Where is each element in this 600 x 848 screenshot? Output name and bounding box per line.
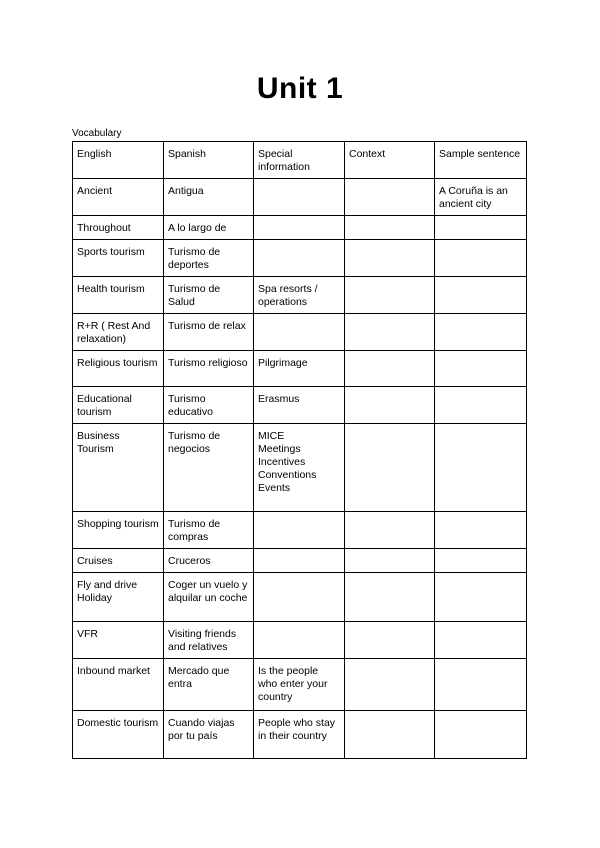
spanish-cell: Coger un vuelo y alquilar un coche bbox=[164, 573, 254, 622]
special-information-cell bbox=[254, 549, 345, 573]
english-cell: Domestic tourism bbox=[73, 711, 164, 759]
sample-sentence-cell bbox=[435, 240, 527, 277]
english-cell: Inbound market bbox=[73, 659, 164, 711]
english-cell: Fly and drive Holiday bbox=[73, 573, 164, 622]
sample-sentence-cell bbox=[435, 711, 527, 759]
special-information-cell: MICE Meetings Incentives Conventions Events bbox=[254, 424, 345, 512]
english-cell: Business Tourism bbox=[73, 424, 164, 512]
table-row bbox=[73, 512, 527, 549]
special-information-cell: Spa resorts / operations bbox=[254, 277, 345, 314]
vocabulary-table bbox=[72, 141, 527, 759]
spanish-cell: Turismo de deportes bbox=[164, 240, 254, 277]
context-cell bbox=[345, 240, 435, 277]
spanish-cell: Turismo de compras bbox=[164, 512, 254, 549]
sample-sentence-cell bbox=[435, 277, 527, 314]
spanish-cell: Antigua bbox=[164, 179, 254, 216]
english-cell: VFR bbox=[73, 622, 164, 659]
table-row bbox=[73, 387, 527, 424]
context-cell bbox=[345, 659, 435, 711]
sample-sentence-cell bbox=[435, 314, 527, 351]
context-cell bbox=[345, 351, 435, 387]
table-row bbox=[73, 622, 527, 659]
table-row bbox=[73, 659, 527, 711]
table-row bbox=[73, 240, 527, 277]
context-cell bbox=[345, 424, 435, 512]
english-cell: R+R ( Rest And relaxation) bbox=[73, 314, 164, 351]
context-cell bbox=[345, 512, 435, 549]
header-cell-spanish: Spanish bbox=[164, 142, 254, 179]
sample-sentence-cell bbox=[435, 424, 527, 512]
table-header-row bbox=[73, 142, 527, 179]
sample-sentence-cell bbox=[435, 512, 527, 549]
sample-sentence-cell: A Coruña is an ancient city bbox=[435, 179, 527, 216]
special-information-cell: People who stay in their country bbox=[254, 711, 345, 759]
english-cell: Health tourism bbox=[73, 277, 164, 314]
spanish-cell: Visiting friends and relatives bbox=[164, 622, 254, 659]
context-cell bbox=[345, 277, 435, 314]
english-cell: Shopping tourism bbox=[73, 512, 164, 549]
special-information-cell bbox=[254, 216, 345, 240]
table-row bbox=[73, 573, 527, 622]
context-cell bbox=[345, 216, 435, 240]
sample-sentence-cell bbox=[435, 549, 527, 573]
english-cell: Sports tourism bbox=[73, 240, 164, 277]
special-information-cell bbox=[254, 240, 345, 277]
table-row bbox=[73, 549, 527, 573]
header-cell-english: English bbox=[73, 142, 164, 179]
english-cell: Religious tourism bbox=[73, 351, 164, 387]
context-cell bbox=[345, 179, 435, 216]
page-title: Unit 1 bbox=[256, 72, 344, 105]
special-information-cell: Pilgrimage bbox=[254, 351, 345, 387]
context-cell bbox=[345, 573, 435, 622]
english-cell: Ancient bbox=[73, 179, 164, 216]
spanish-cell: Turismo de Salud bbox=[164, 277, 254, 314]
english-cell: Educational tourism bbox=[73, 387, 164, 424]
sample-sentence-cell bbox=[435, 573, 527, 622]
spanish-cell: Turismo educativo bbox=[164, 387, 254, 424]
context-cell bbox=[345, 622, 435, 659]
table-row bbox=[73, 277, 527, 314]
context-cell bbox=[345, 314, 435, 351]
table-row bbox=[73, 711, 527, 759]
sample-sentence-cell bbox=[435, 216, 527, 240]
sample-sentence-cell bbox=[435, 351, 527, 387]
table-row bbox=[73, 179, 527, 216]
special-information-cell bbox=[254, 179, 345, 216]
english-cell: Throughout bbox=[73, 216, 164, 240]
spanish-cell: Turismo de negocios bbox=[164, 424, 254, 512]
header-cell-sample-sentence: Sample sentence bbox=[435, 142, 527, 179]
special-information-cell bbox=[254, 573, 345, 622]
special-information-cell bbox=[254, 622, 345, 659]
context-cell bbox=[345, 549, 435, 573]
context-cell bbox=[345, 711, 435, 759]
sample-sentence-cell bbox=[435, 659, 527, 711]
special-information-cell bbox=[254, 314, 345, 351]
english-cell: Cruises bbox=[73, 549, 164, 573]
spanish-cell: Mercado que entra bbox=[164, 659, 254, 711]
sample-sentence-cell bbox=[435, 622, 527, 659]
special-information-cell bbox=[254, 512, 345, 549]
table-row bbox=[73, 351, 527, 387]
spanish-cell: Cuando viajas por tu país bbox=[164, 711, 254, 759]
header-cell-context: Context bbox=[345, 142, 435, 179]
context-cell bbox=[345, 387, 435, 424]
table-row bbox=[73, 424, 527, 512]
sample-sentence-cell bbox=[435, 387, 527, 424]
spanish-cell: Turismo religioso bbox=[164, 351, 254, 387]
table-row bbox=[73, 216, 527, 240]
spanish-cell: A lo largo de bbox=[164, 216, 254, 240]
table-row bbox=[73, 314, 527, 351]
special-information-cell: Is the people who enter your country bbox=[254, 659, 345, 711]
spanish-cell: Turismo de relax bbox=[164, 314, 254, 351]
header-cell-special-information: Special information bbox=[254, 142, 345, 179]
special-information-cell: Erasmus bbox=[254, 387, 345, 424]
spanish-cell: Cruceros bbox=[164, 549, 254, 573]
table-caption: Vocabulary bbox=[72, 128, 122, 139]
